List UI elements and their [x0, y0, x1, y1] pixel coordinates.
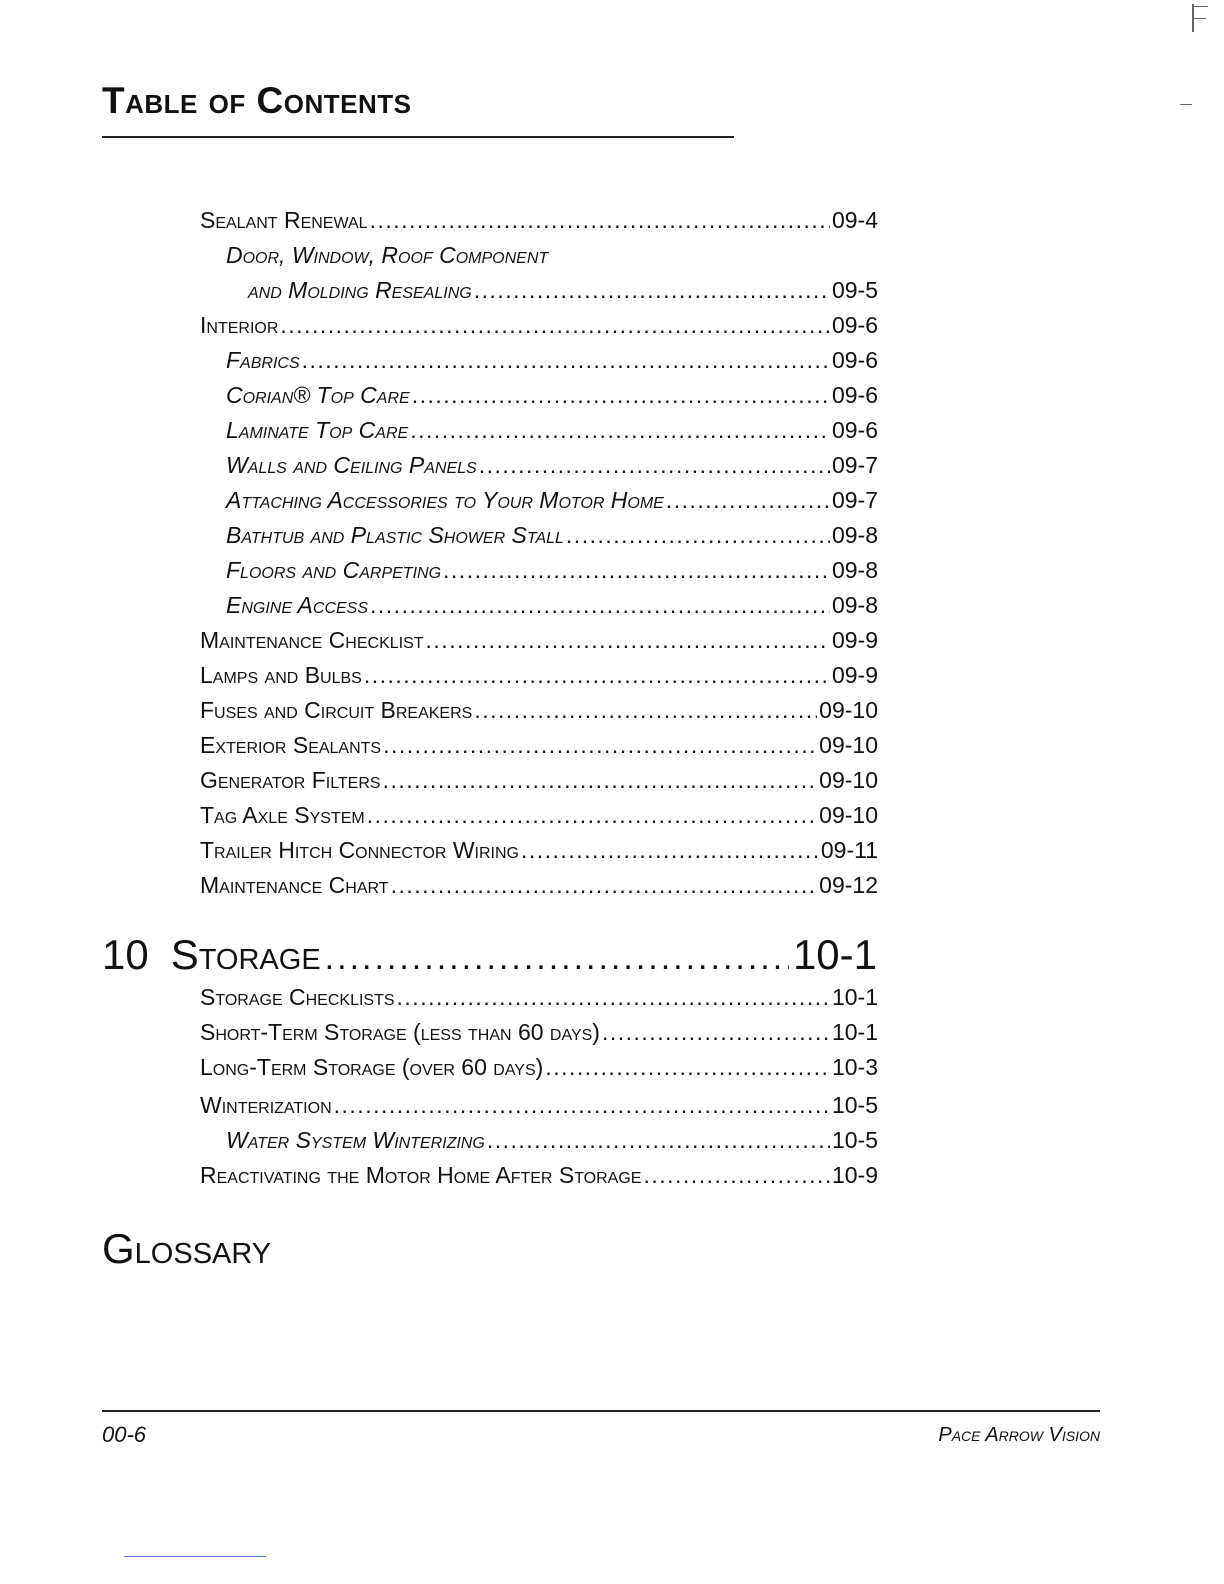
toc-leader-dots — [479, 450, 830, 480]
toc-leader-dots — [545, 1052, 830, 1082]
toc-leader-dots — [397, 982, 830, 1012]
toc-entry-label: Winterization — [200, 1092, 332, 1118]
chapter-heading-storage[interactable] — [102, 928, 877, 982]
toc-entry-floors-carpeting[interactable] — [226, 555, 878, 585]
chapter-leader-dots — [325, 931, 789, 985]
toc-entry-maintenance-chart[interactable] — [200, 870, 878, 900]
footer-divider — [102, 1410, 1100, 1412]
toc-entry-label: Storage Checklists — [200, 984, 395, 1010]
toc-entry-page: 09-8 — [831, 522, 878, 548]
toc-entry-page: 09-11 — [820, 837, 878, 863]
toc-entry-page: 09-10 — [819, 802, 878, 828]
toc-leader-dots — [370, 205, 830, 235]
toc-leader-dots — [334, 1090, 830, 1120]
toc-entry-label: and Molding Resealing — [248, 277, 472, 303]
toc-entry-label: Trailer Hitch Connector Wiring — [200, 837, 519, 863]
toc-entry-tag-axle-system[interactable] — [200, 800, 878, 830]
toc-entry-laminate-top-care[interactable] — [226, 415, 878, 445]
toc-entry-label: Water System Winterizing — [226, 1127, 485, 1153]
toc-entry-label: Corian® Top Care — [226, 382, 410, 408]
toc-entry-label: Attaching Accessories to Your Motor Home — [226, 487, 664, 513]
toc-leader-dots — [383, 730, 817, 760]
toc-entry-label: Long-Term Storage (over 60 days) — [200, 1054, 544, 1080]
chapter-page: 10-1 — [792, 931, 877, 978]
page-title: Table of Contents — [102, 80, 412, 121]
toc-entry-resealing[interactable] — [248, 275, 878, 305]
toc-entry-short-term-storage[interactable] — [200, 1017, 878, 1047]
toc-entry-page: 10-1 — [831, 984, 878, 1010]
toc-entry-generator-filters[interactable] — [200, 765, 878, 795]
toc-entry-lamps-bulbs[interactable] — [200, 660, 878, 690]
toc-entry-page: 09-10 — [819, 732, 878, 758]
toc-entry-fuses-circuit-breakers[interactable] — [200, 695, 878, 725]
toc-entry-label: Reactivating the Motor Home After Storage — [200, 1162, 642, 1188]
toc-entry-corian-top-care[interactable] — [226, 380, 878, 410]
scan-edge-mark — [1194, 18, 1206, 19]
toc-entry-reactivating-motor-home[interactable] — [200, 1160, 878, 1190]
toc-entry-page: 09-8 — [831, 557, 878, 583]
toc-entry-label: Fuses and Circuit Breakers — [200, 697, 473, 723]
toc-entry-page: 09-5 — [831, 277, 878, 303]
toc-entry-page: 09-6 — [831, 382, 878, 408]
toc-leader-dots — [474, 695, 817, 725]
toc-entry-fabrics[interactable] — [226, 345, 878, 375]
toc-entry-page: 09-6 — [831, 312, 878, 338]
toc-entry-page: 09-10 — [819, 697, 878, 723]
toc-entry-resealing-line1[interactable]: Door, Window, Roof Component — [226, 242, 549, 268]
toc-entry-exterior-sealants[interactable] — [200, 730, 878, 760]
toc-entry-trailer-hitch-wiring[interactable] — [200, 835, 878, 865]
toc-entry-page: 09-10 — [819, 767, 878, 793]
toc-entry-attaching-accessories[interactable] — [226, 485, 878, 515]
toc-leader-dots — [412, 380, 830, 410]
toc-leader-dots — [487, 1125, 830, 1155]
toc-entry-page: 09-7 — [831, 487, 878, 513]
footer-page-number: 00-6 — [102, 1422, 147, 1447]
toc-leader-dots — [474, 275, 830, 305]
toc-entry-page: 09-9 — [831, 627, 878, 653]
toc-leader-dots — [370, 590, 830, 620]
toc-entry-storage-checklists[interactable] — [200, 982, 878, 1012]
toc-leader-dots — [280, 310, 830, 340]
toc-leader-dots — [643, 1160, 829, 1190]
toc-entry-page: 09-9 — [831, 662, 878, 688]
toc-leader-dots — [521, 835, 819, 865]
toc-entry-page: 10-5 — [831, 1092, 878, 1118]
toc-entry-label: Maintenance Checklist — [200, 627, 424, 653]
toc-leader-dots — [566, 520, 830, 550]
toc-entry-label: Floors and Carpeting — [226, 557, 442, 583]
toc-entry-label: Bathtub and Plastic Shower Stall — [226, 522, 564, 548]
toc-leader-dots — [383, 765, 818, 795]
toc-entry-page: 09-6 — [831, 347, 878, 373]
toc-entry-page: 10-5 — [831, 1127, 878, 1153]
toc-entry-label: Sealant Renewal — [200, 207, 368, 233]
toc-leader-dots — [426, 625, 830, 655]
toc-entry-engine-access[interactable] — [226, 590, 878, 620]
toc-entry-maintenance-checklist[interactable] — [200, 625, 878, 655]
toc-leader-dots — [364, 660, 830, 690]
toc-entry-page: 09-4 — [831, 207, 878, 233]
toc-entry-label: Fabrics — [226, 347, 300, 373]
toc-entry-bathtub-shower-stall[interactable] — [226, 520, 878, 550]
toc-entry-label: Engine Access — [226, 592, 369, 618]
toc-leader-dots — [367, 800, 817, 830]
toc-entry-page: 09-12 — [819, 872, 878, 898]
title-divider — [102, 136, 734, 138]
toc-entry-page: 09-6 — [831, 417, 878, 443]
toc-leader-dots — [443, 555, 830, 585]
toc-entry-label: Tag Axle System — [200, 802, 365, 828]
scan-edge-mark — [1194, 6, 1208, 7]
toc-leader-dots — [302, 345, 830, 375]
toc-entry-sealant-renewal[interactable] — [200, 205, 878, 235]
toc-entry-label: Exterior Sealants — [200, 732, 382, 758]
toc-leader-dots — [391, 870, 818, 900]
toc-entry-page: 10-3 — [831, 1054, 878, 1080]
toc-entry-water-system-winterizing[interactable] — [226, 1125, 878, 1155]
toc-entry-page: 10-9 — [831, 1162, 878, 1188]
scan-artifact-line — [124, 1556, 266, 1557]
toc-entry-long-term-storage[interactable] — [200, 1052, 878, 1082]
toc-entry-label: Maintenance Chart — [200, 872, 389, 898]
toc-leader-dots — [602, 1017, 830, 1047]
toc-entry-label: Lamps and Bulbs — [200, 662, 362, 688]
toc-leader-dots — [410, 415, 830, 445]
toc-entry-label: Generator Filters — [200, 767, 381, 793]
toc-entry-page: 09-8 — [831, 592, 878, 618]
chapter-title: Storage — [170, 931, 321, 978]
scan-edge-mark — [1180, 104, 1192, 105]
glossary-heading[interactable]: Glossary — [102, 1225, 272, 1272]
toc-entry-label: Short-Term Storage (less than 60 days) — [200, 1019, 600, 1045]
toc-entry-interior[interactable] — [200, 310, 878, 340]
toc-leader-dots — [666, 485, 830, 515]
toc-entry-label: Laminate Top Care — [226, 417, 409, 443]
toc-entry-winterization[interactable] — [200, 1090, 878, 1120]
toc-entry-page: 10-1 — [831, 1019, 878, 1045]
chapter-number: 10 — [102, 931, 149, 978]
toc-entry-page: 09-7 — [831, 452, 878, 478]
toc-entry-label: Interior — [200, 312, 279, 338]
toc-entry-walls-ceiling-panels[interactable] — [226, 450, 878, 480]
toc-entry-label: Walls and Ceiling Panels — [226, 452, 477, 478]
footer-publication-title: Pace Arrow Vision — [938, 1424, 1100, 1446]
